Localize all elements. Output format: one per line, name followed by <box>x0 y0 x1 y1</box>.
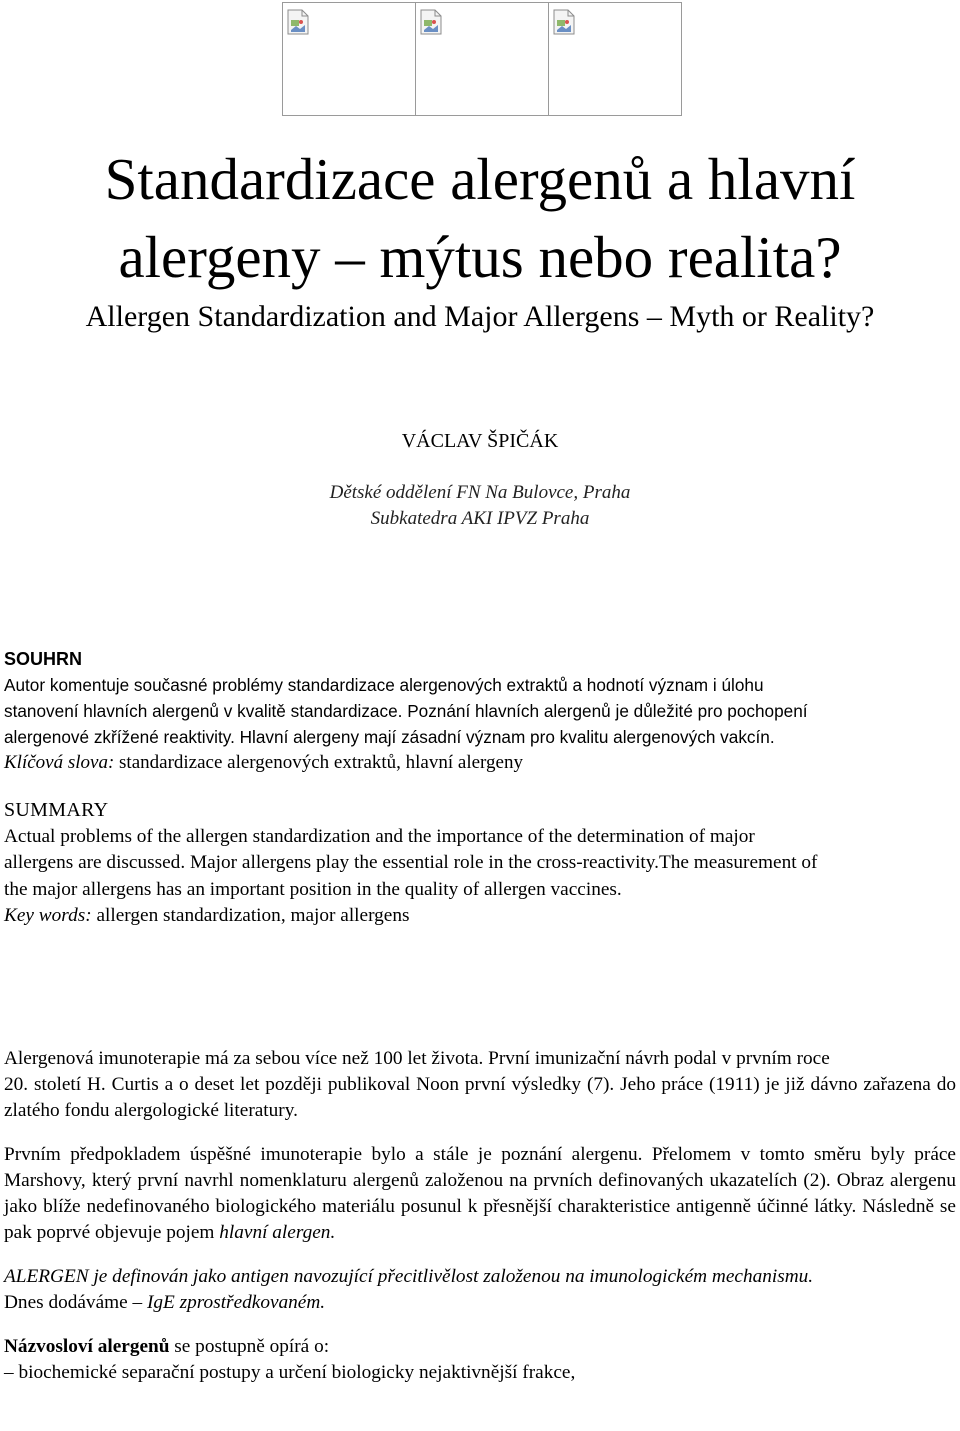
souhrn-line: stanovení hlavních alergenů v kvalitě standardizace. Poznání hlavních alergenů je důležité pro pochopení <box>4 701 808 721</box>
paragraph-text: Prvním předpokladem úspěšné imunoterapie bylo a stále je poznání alergenu. Přelomem v tomto směru byly práce Marshovy, který první navrhl nomenklaturu alergenů založenou na prvních definovaných ukazatelích (2). Obraz alergenu jako blíže nedefinovaného biologického materiálu posunul k přesnější charakteristice antigenně účinné látky. Následně se pak poprvé objevuje pojem <box>4 1144 956 1243</box>
souhrn-keywords <box>4 750 956 776</box>
body-paragraph <box>4 1334 956 1386</box>
document-title <box>0 140 960 296</box>
title-line: Standardizace alergenů a hlavní <box>104 146 856 212</box>
image-placeholder <box>549 3 681 115</box>
keywords-text: allergen standardization, major allergens <box>91 905 410 926</box>
image-placeholder <box>283 3 416 115</box>
body-paragraph <box>4 1046 956 1124</box>
english-subtitle: Allergen Standardization and Major Allergens – Myth or Reality? <box>85 300 875 333</box>
summary-section <box>4 797 956 930</box>
affiliations <box>0 480 960 532</box>
broken-image-icon <box>287 9 309 35</box>
title-line: alergeny – mýtus nebo realita? <box>118 224 842 290</box>
souhrn-line: alergenové zkřížené reaktivity. Hlavní alergeny mají zásadní význam pro kvalitu alergenových vakcín. <box>4 727 775 747</box>
italic-term: hlavní alergen. <box>219 1222 336 1243</box>
souhrn-heading: SOUHRN <box>4 649 83 669</box>
broken-image-icon <box>420 9 442 35</box>
affiliation-line: Subkatedra AKI IPVZ Praha <box>370 508 590 529</box>
image-placeholder <box>416 3 549 115</box>
summary-line: the major allergens has an important position in the quality of allergen vaccines. <box>4 878 622 900</box>
italic-term: IgE zprostředkovaném. <box>146 1292 326 1313</box>
keywords-label: Key words: <box>4 905 92 926</box>
summary-keywords <box>4 903 956 930</box>
article-body <box>4 1046 956 1404</box>
keywords-text: standardizace alergenových extraktů, hlavní alergeny <box>114 752 523 773</box>
image-placeholder-row <box>282 2 682 116</box>
affiliation-line: Dětské oddělení FN Na Bulovce, Praha <box>329 482 631 503</box>
paragraph-text: Alergenová imunoterapie má za sebou více než 100 let života. První imunizační návrh podal v prvním roce <box>4 1048 830 1069</box>
summary-heading: SUMMARY <box>4 799 109 821</box>
list-item: – biochemické separační postupy a určení biologicky nejaktivnější frakce, <box>4 1362 576 1383</box>
body-paragraph <box>4 1264 956 1316</box>
keywords-label: Klíčová slova: <box>4 752 115 773</box>
souhrn-section <box>4 646 956 776</box>
summary-line: allergens are discussed. Major allergens play the essential role in the cross-reactivity.The measurement of <box>4 852 818 873</box>
definition-text: ALERGEN je definován jako antigen navozující přecitlivělost založenou na imunologickém mechanismu. <box>4 1266 814 1287</box>
author-name: VÁCLAV ŠPIČÁK <box>401 430 559 452</box>
bold-term: Názvosloví alergenů <box>4 1336 170 1357</box>
paragraph-text: 20. století H. Curtis a o deset let později publikoval Noon první výsledky (7). Jeho práce (1911) je již dávno zařazena do zlatého fondu alergologické literatury. <box>4 1074 956 1121</box>
summary-line: Actual problems of the allergen standardization and the importance of the determination of major <box>4 825 755 847</box>
souhrn-line: Autor komentuje současné problémy standardizace alergenových extraktů a hodnotí význam i úlohu <box>4 675 764 695</box>
broken-image-icon <box>553 9 575 35</box>
body-paragraph <box>4 1142 956 1246</box>
paragraph-text: Dnes dodáváme – <box>4 1292 147 1313</box>
paragraph-text: se postupně opírá o: <box>169 1336 330 1357</box>
